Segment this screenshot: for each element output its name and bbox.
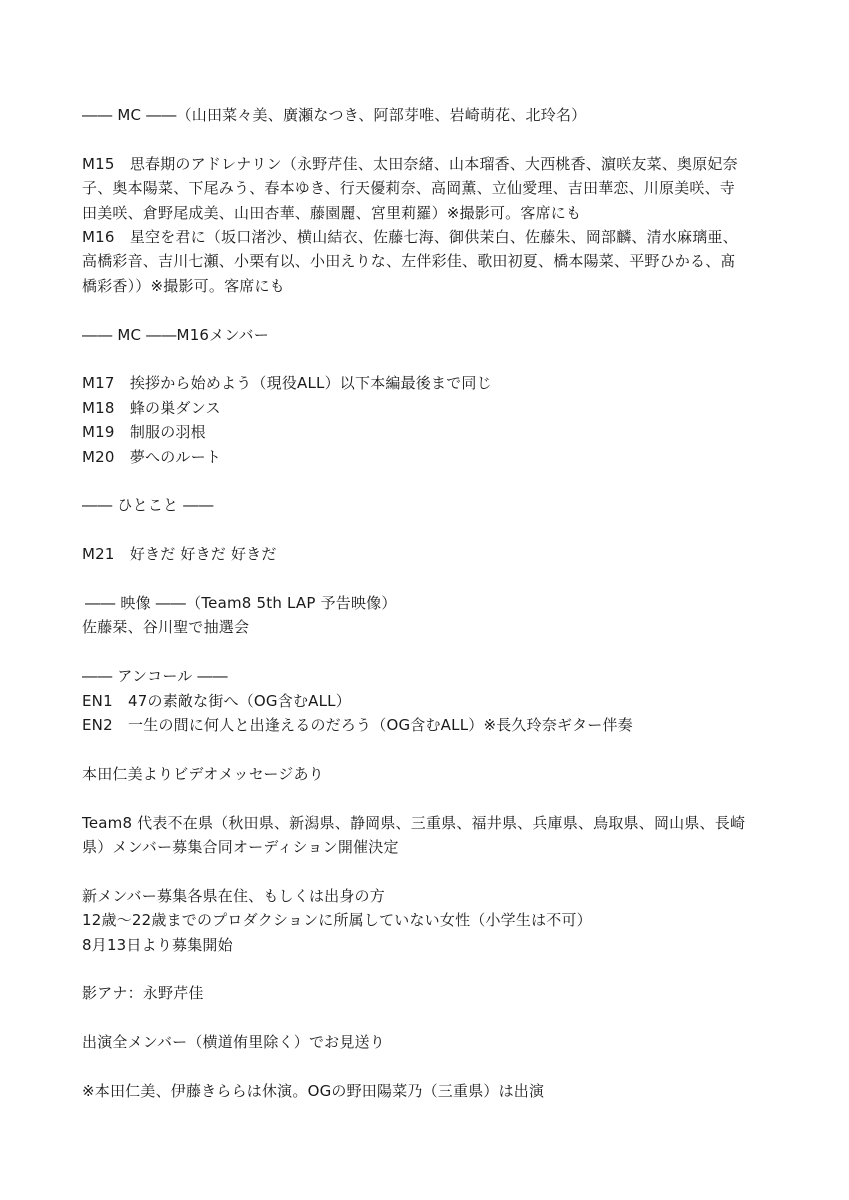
setlist-document [82, 103, 772, 1103]
requirement-line-3: 8月13日より募集開始 [82, 935, 233, 954]
song-m15-line-1: M15 思春期のアドレナリン（永野芹佳、太田奈緒、山本瑠香、大西桃香、濵咲友菜、奥原妃奈 [82, 154, 738, 173]
song-m21: M21 好きだ 好きだ 好きだ [82, 545, 277, 564]
spacer [82, 567, 772, 591]
song-m20: M20 夢へのルート [82, 447, 222, 466]
send-off-note: 出演全メンバー（横道侑里除く）でお見送り [82, 1033, 385, 1052]
mc-section-1: ―― MC ――（山田菜々美、廣瀬なつき、阿部芽唯、岩崎萌花、北玲名） [82, 106, 587, 124]
mc-section-2: ―― MC ――M16メンバー [82, 325, 269, 344]
spacer [82, 469, 772, 493]
song-m16-line-2: 高橋彩音、吉川七瀬、小栗有以、小田えりな、左伴彩佳、歌田初夏、橋本陽菜、平野ひかる、髙 [82, 252, 736, 271]
song-en1: EN1 47の素敵な街へ（OG含むALL） [82, 691, 351, 710]
spacer [82, 298, 772, 322]
song-en2: EN2 一生の間に何人と出逢えるのだろう（OG含むALL）※長久玲奈ギター伴奏 [82, 716, 633, 735]
spacer [82, 1055, 772, 1079]
video-message-note: 本田仁美よりビデオメッセージあり [82, 764, 324, 783]
spacer [82, 347, 772, 371]
lottery-note: 佐藤栞、谷川聖で抽選会 [82, 618, 250, 637]
hitokoto-section: ―― ひとこと ―― [82, 496, 214, 515]
kage-ana-note: 影アナ：永野芹佳 [82, 984, 204, 1003]
requirement-line-2: 12歳〜22歳までのプロダクションに所属していない女性（小学生は不可） [82, 911, 592, 930]
song-m18: M18 蜂の巣ダンス [82, 398, 221, 417]
spacer [82, 1006, 772, 1030]
encore-section: ―― アンコール ―― [82, 667, 228, 686]
spacer [82, 957, 772, 981]
song-m17: M17 挨拶から始めよう（現役ALL）以下本編最後まで同じ [82, 374, 492, 393]
spacer [82, 786, 772, 810]
absence-note: ※本田仁美、伊藤きららは休演。OGの野田陽菜乃（三重県）は出演 [82, 1082, 545, 1101]
audition-announcement-line-2: 県）メンバー募集合同オーディション開催決定 [82, 838, 399, 857]
audition-announcement-line-1: Team8 代表不在県（秋田県、新潟県、静岡県、三重県、福井県、兵庫県、鳥取県、岡山県、長崎 [82, 813, 746, 832]
spacer [82, 737, 772, 761]
video-section: ―― 映像 ――（Team8 5th LAP 予告映像） [85, 594, 397, 613]
song-m19: M19 制服の羽根 [82, 423, 206, 442]
song-m16-line-1: M16 星空を君に（坂口渚沙、横山結衣、佐藤七海、御供茉白、佐藤朱、岡部麟、清水麻璃亜、 [82, 228, 738, 247]
song-m16-line-3: 橋彩香））※撮影可。客席にも [82, 276, 285, 295]
song-m15-line-2: 子、奥本陽菜、下尾みう、春本ゆき、行天優莉奈、高岡薫、立仙愛理、吉田華恋、川原美咲、寺 [82, 179, 736, 198]
spacer [82, 127, 772, 151]
spacer [82, 859, 772, 883]
spacer [82, 640, 772, 664]
spacer [82, 518, 772, 542]
song-m15-line-3: 田美咲、倉野尾成美、山田杏華、藤園麗、宮里莉羅）※撮影可。客席にも [82, 203, 582, 222]
requirement-line-1: 新メンバー募集各県在住、もしくは出身の方 [82, 886, 385, 905]
